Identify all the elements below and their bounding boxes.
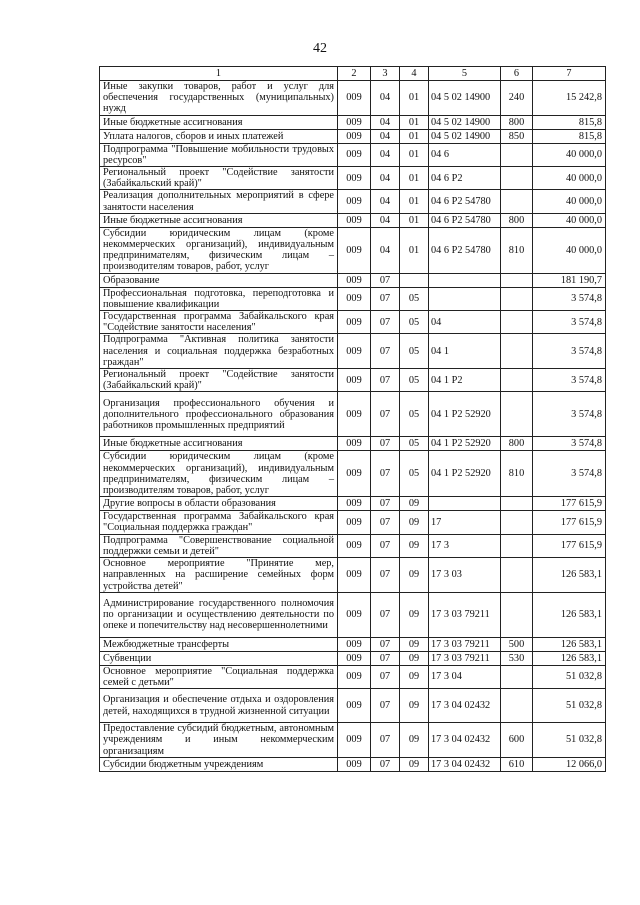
header-cell: 7 <box>533 67 606 81</box>
code-section-cell: 07 <box>371 534 400 557</box>
code-section-cell: 07 <box>371 592 400 637</box>
header-cell: 1 <box>100 67 338 81</box>
code-section-cell: 04 <box>371 190 400 213</box>
code-subsection-cell: 09 <box>400 558 429 593</box>
header-row <box>100 67 606 81</box>
code-subsection-cell: 09 <box>400 665 429 688</box>
page-number: 42 <box>313 41 327 56</box>
code-expense-type-cell <box>501 334 533 369</box>
table-row <box>100 334 606 369</box>
code-expense-type-cell <box>501 592 533 637</box>
code-target-article-cell: 04 1 <box>429 334 501 369</box>
item-name-cell: Образование <box>100 273 338 287</box>
code-section-cell: 04 <box>371 227 400 273</box>
code-section-cell: 04 <box>371 81 400 116</box>
code-ministry-cell: 009 <box>338 129 371 143</box>
amount-cell: 815,8 <box>533 115 606 129</box>
code-target-article-cell: 17 3 03 79211 <box>429 592 501 637</box>
item-name-cell: Субсидии бюджетным учреждениям <box>100 757 338 771</box>
amount-cell: 40 000,0 <box>533 213 606 227</box>
code-ministry-cell: 009 <box>338 637 371 651</box>
table-row <box>100 392 606 437</box>
amount-cell: 177 615,9 <box>533 497 606 511</box>
table-row <box>100 497 606 511</box>
code-expense-type-cell <box>501 497 533 511</box>
code-target-article-cell: 17 3 03 <box>429 558 501 593</box>
code-target-article-cell: 17 3 04 02432 <box>429 757 501 771</box>
code-ministry-cell: 009 <box>338 592 371 637</box>
code-target-article-cell: 17 3 04 02432 <box>429 723 501 758</box>
code-target-article-cell: 04 5 02 14900 <box>429 115 501 129</box>
amount-cell: 40 000,0 <box>533 190 606 213</box>
code-section-cell: 04 <box>371 167 400 190</box>
code-ministry-cell: 009 <box>338 511 371 534</box>
table-row <box>100 437 606 451</box>
code-section-cell: 04 <box>371 129 400 143</box>
header-cell: 2 <box>338 67 371 81</box>
amount-cell: 40 000,0 <box>533 227 606 273</box>
code-subsection-cell: 01 <box>400 227 429 273</box>
code-subsection-cell: 09 <box>400 511 429 534</box>
code-subsection-cell: 05 <box>400 311 429 334</box>
amount-cell: 51 032,8 <box>533 665 606 688</box>
code-subsection-cell: 09 <box>400 689 429 723</box>
code-ministry-cell: 009 <box>338 534 371 557</box>
table-row <box>100 143 606 166</box>
code-section-cell: 07 <box>371 334 400 369</box>
code-ministry-cell: 009 <box>338 273 371 287</box>
code-expense-type-cell <box>501 534 533 557</box>
code-section-cell: 07 <box>371 689 400 723</box>
code-target-article-cell: 04 5 02 14900 <box>429 81 501 116</box>
code-expense-type-cell: 810 <box>501 227 533 273</box>
table-row <box>100 757 606 771</box>
header-cell: 3 <box>371 67 400 81</box>
code-expense-type-cell: 800 <box>501 213 533 227</box>
code-subsection-cell: 01 <box>400 143 429 166</box>
table-row <box>100 534 606 557</box>
amount-cell: 3 574,8 <box>533 392 606 437</box>
code-expense-type-cell: 500 <box>501 637 533 651</box>
code-expense-type-cell <box>501 311 533 334</box>
header-cell: 6 <box>501 67 533 81</box>
code-subsection-cell: 01 <box>400 129 429 143</box>
code-section-cell: 07 <box>371 558 400 593</box>
code-ministry-cell: 009 <box>338 115 371 129</box>
table-row <box>100 81 606 116</box>
code-expense-type-cell: 800 <box>501 437 533 451</box>
code-target-article-cell: 04 1 P2 52920 <box>429 392 501 437</box>
code-subsection-cell: 05 <box>400 369 429 392</box>
table-row <box>100 190 606 213</box>
code-target-article-cell: 04 6 P2 <box>429 167 501 190</box>
item-name-cell: Субсидии юридическим лицам (кроме некоммерческих организаций), индивидуальным предпринимателям, физическим лицам – производителям товаров, работ, услуг <box>100 451 338 497</box>
amount-cell: 815,8 <box>533 129 606 143</box>
amount-cell: 3 574,8 <box>533 311 606 334</box>
code-subsection-cell: 05 <box>400 451 429 497</box>
code-ministry-cell: 009 <box>338 665 371 688</box>
code-section-cell: 07 <box>371 651 400 665</box>
code-target-article-cell <box>429 497 501 511</box>
code-section-cell: 07 <box>371 451 400 497</box>
item-name-cell: Организация и обеспечение отдыха и оздоровления детей, находящихся в трудной жизненной ситуации <box>100 689 338 723</box>
code-ministry-cell: 009 <box>338 227 371 273</box>
code-target-article-cell: 04 1 P2 52920 <box>429 451 501 497</box>
item-name-cell: Государственная программа Забайкальского края "Содействие занятости населения" <box>100 311 338 334</box>
item-name-cell: Иные бюджетные ассигнования <box>100 115 338 129</box>
code-subsection-cell: 05 <box>400 437 429 451</box>
code-subsection-cell: 09 <box>400 651 429 665</box>
item-name-cell: Реализация дополнительных мероприятий в сфере занятости населения <box>100 190 338 213</box>
code-ministry-cell: 009 <box>338 757 371 771</box>
code-target-article-cell: 17 3 <box>429 534 501 557</box>
item-name-cell: Предоставление субсидий бюджетным, автономным учреждениям и иным некоммерческим организациям <box>100 723 338 758</box>
item-name-cell: Основное мероприятие "Принятие мер, направленных на расширение семейных форм устройства детей" <box>100 558 338 593</box>
code-section-cell: 04 <box>371 143 400 166</box>
code-section-cell: 07 <box>371 392 400 437</box>
code-subsection-cell: 09 <box>400 592 429 637</box>
code-target-article-cell: 04 1 P2 52920 <box>429 437 501 451</box>
code-target-article-cell <box>429 287 501 310</box>
code-section-cell: 07 <box>371 511 400 534</box>
code-expense-type-cell <box>501 558 533 593</box>
code-expense-type-cell <box>501 287 533 310</box>
code-target-article-cell: 04 1 P2 <box>429 369 501 392</box>
code-ministry-cell: 009 <box>338 334 371 369</box>
code-target-article-cell: 17 3 04 <box>429 665 501 688</box>
code-expense-type-cell <box>501 369 533 392</box>
code-target-article-cell: 04 6 P2 54780 <box>429 213 501 227</box>
amount-cell: 126 583,1 <box>533 651 606 665</box>
amount-cell: 181 190,7 <box>533 273 606 287</box>
table-row <box>100 723 606 758</box>
item-name-cell: Субвенции <box>100 651 338 665</box>
code-target-article-cell: 04 5 02 14900 <box>429 129 501 143</box>
item-name-cell: Подпрограмма "Активная политика занятости населения и социальная поддержка безработных граждан" <box>100 334 338 369</box>
code-ministry-cell: 009 <box>338 392 371 437</box>
code-target-article-cell: 04 6 <box>429 143 501 166</box>
code-section-cell: 07 <box>371 437 400 451</box>
code-expense-type-cell <box>501 392 533 437</box>
code-expense-type-cell <box>501 143 533 166</box>
code-ministry-cell: 009 <box>338 190 371 213</box>
table-row <box>100 637 606 651</box>
code-target-article-cell: 17 3 03 79211 <box>429 637 501 651</box>
amount-cell: 126 583,1 <box>533 637 606 651</box>
code-ministry-cell: 009 <box>338 287 371 310</box>
table-row <box>100 651 606 665</box>
amount-cell: 3 574,8 <box>533 437 606 451</box>
code-expense-type-cell: 600 <box>501 723 533 758</box>
item-name-cell: Подпрограмма "Совершенствование социальной поддержки семьи и детей" <box>100 534 338 557</box>
code-subsection-cell: 01 <box>400 167 429 190</box>
code-subsection-cell: 05 <box>400 392 429 437</box>
code-expense-type-cell <box>501 665 533 688</box>
code-subsection-cell: 09 <box>400 497 429 511</box>
amount-cell: 40 000,0 <box>533 167 606 190</box>
code-section-cell: 07 <box>371 287 400 310</box>
code-subsection-cell: 01 <box>400 213 429 227</box>
code-ministry-cell: 009 <box>338 167 371 190</box>
table-row <box>100 213 606 227</box>
table-row <box>100 311 606 334</box>
code-target-article-cell <box>429 273 501 287</box>
code-subsection-cell: 05 <box>400 334 429 369</box>
code-ministry-cell: 009 <box>338 451 371 497</box>
amount-cell: 3 574,8 <box>533 369 606 392</box>
table-row <box>100 167 606 190</box>
item-name-cell: Региональный проект "Содействие занятости (Забайкальский край)" <box>100 369 338 392</box>
header-cell: 5 <box>429 67 501 81</box>
item-name-cell: Администрирование государственного полномочия по организации и осуществлению деятельности по опеке и попечительству над несовершеннолетними <box>100 592 338 637</box>
table-row <box>100 287 606 310</box>
code-target-article-cell: 04 6 P2 54780 <box>429 227 501 273</box>
code-ministry-cell: 009 <box>338 311 371 334</box>
code-subsection-cell: 09 <box>400 534 429 557</box>
budget-table <box>99 66 606 772</box>
code-subsection-cell: 01 <box>400 190 429 213</box>
code-ministry-cell: 009 <box>338 143 371 166</box>
table-row <box>100 558 606 593</box>
amount-cell: 51 032,8 <box>533 689 606 723</box>
code-section-cell: 07 <box>371 637 400 651</box>
item-name-cell: Межбюджетные трансферты <box>100 637 338 651</box>
item-name-cell: Региональный проект "Содействие занятости (Забайкальский край)" <box>100 167 338 190</box>
amount-cell: 40 000,0 <box>533 143 606 166</box>
item-name-cell: Иные бюджетные ассигнования <box>100 213 338 227</box>
item-name-cell: Государственная программа Забайкальского края "Социальная поддержка граждан" <box>100 511 338 534</box>
code-expense-type-cell <box>501 273 533 287</box>
code-target-article-cell: 04 <box>429 311 501 334</box>
item-name-cell: Подпрограмма "Повышение мобильности трудовых ресурсов" <box>100 143 338 166</box>
code-section-cell: 07 <box>371 369 400 392</box>
table-row <box>100 511 606 534</box>
amount-cell: 15 242,8 <box>533 81 606 116</box>
code-ministry-cell: 009 <box>338 723 371 758</box>
code-section-cell: 07 <box>371 757 400 771</box>
amount-cell: 3 574,8 <box>533 287 606 310</box>
code-ministry-cell: 009 <box>338 497 371 511</box>
code-section-cell: 07 <box>371 665 400 688</box>
code-ministry-cell: 009 <box>338 437 371 451</box>
amount-cell: 3 574,8 <box>533 451 606 497</box>
amount-cell: 126 583,1 <box>533 558 606 593</box>
code-ministry-cell: 009 <box>338 369 371 392</box>
amount-cell: 3 574,8 <box>533 334 606 369</box>
code-expense-type-cell <box>501 689 533 723</box>
amount-cell: 12 066,0 <box>533 757 606 771</box>
table-row <box>100 273 606 287</box>
item-name-cell: Иные бюджетные ассигнования <box>100 437 338 451</box>
header-cell: 4 <box>400 67 429 81</box>
table-body <box>100 81 606 772</box>
code-expense-type-cell: 240 <box>501 81 533 116</box>
code-expense-type-cell: 800 <box>501 115 533 129</box>
code-expense-type-cell <box>501 511 533 534</box>
code-expense-type-cell: 810 <box>501 451 533 497</box>
code-subsection-cell: 01 <box>400 81 429 116</box>
code-section-cell: 07 <box>371 273 400 287</box>
code-expense-type-cell <box>501 190 533 213</box>
table-row <box>100 115 606 129</box>
item-name-cell: Основное мероприятие "Социальная поддержка семей с детьми" <box>100 665 338 688</box>
code-expense-type-cell: 850 <box>501 129 533 143</box>
code-subsection-cell: 09 <box>400 757 429 771</box>
table-row <box>100 369 606 392</box>
code-expense-type-cell: 610 <box>501 757 533 771</box>
amount-cell: 177 615,9 <box>533 511 606 534</box>
code-subsection-cell: 09 <box>400 723 429 758</box>
code-ministry-cell: 009 <box>338 558 371 593</box>
code-subsection-cell: 01 <box>400 115 429 129</box>
item-name-cell: Субсидии юридическим лицам (кроме некоммерческих организаций), индивидуальным предпринимателям, физическим лицам – производителям товаров, работ, услуг <box>100 227 338 273</box>
item-name-cell: Уплата налогов, сборов и иных платежей <box>100 129 338 143</box>
code-expense-type-cell <box>501 167 533 190</box>
amount-cell: 177 615,9 <box>533 534 606 557</box>
code-ministry-cell: 009 <box>338 689 371 723</box>
item-name-cell: Профессиональная подготовка, переподготовка и повышение квалификации <box>100 287 338 310</box>
code-target-article-cell: 17 3 03 79211 <box>429 651 501 665</box>
code-target-article-cell: 17 3 04 02432 <box>429 689 501 723</box>
code-section-cell: 07 <box>371 311 400 334</box>
table-row <box>100 129 606 143</box>
code-ministry-cell: 009 <box>338 213 371 227</box>
code-ministry-cell: 009 <box>338 81 371 116</box>
table-row <box>100 227 606 273</box>
code-subsection-cell: 09 <box>400 637 429 651</box>
code-section-cell: 04 <box>371 115 400 129</box>
amount-cell: 51 032,8 <box>533 723 606 758</box>
code-expense-type-cell: 530 <box>501 651 533 665</box>
table-row <box>100 592 606 637</box>
table-row <box>100 451 606 497</box>
item-name-cell: Иные закупки товаров, работ и услуг для обеспечения государственных (муниципальных) нужд <box>100 81 338 116</box>
code-target-article-cell: 04 6 P2 54780 <box>429 190 501 213</box>
item-name-cell: Организация профессионального обучения и дополнительного профессионального образования работников промышленных предприятий <box>100 392 338 437</box>
code-section-cell: 07 <box>371 723 400 758</box>
table-row <box>100 665 606 688</box>
code-subsection-cell: 05 <box>400 287 429 310</box>
code-section-cell: 07 <box>371 497 400 511</box>
code-subsection-cell <box>400 273 429 287</box>
code-target-article-cell: 17 <box>429 511 501 534</box>
table-row <box>100 689 606 723</box>
code-section-cell: 04 <box>371 213 400 227</box>
amount-cell: 126 583,1 <box>533 592 606 637</box>
code-ministry-cell: 009 <box>338 651 371 665</box>
item-name-cell: Другие вопросы в области образования <box>100 497 338 511</box>
